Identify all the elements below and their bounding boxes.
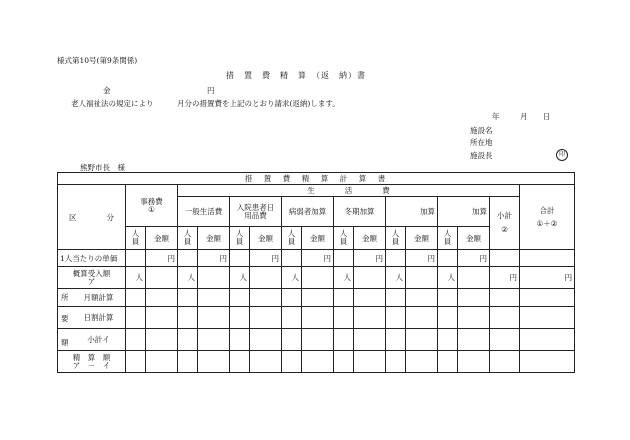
amount-header: 金額 [250, 227, 282, 250]
col-byojaku-header: 病弱者加算 [282, 197, 334, 227]
people-char-2: 員 [235, 237, 244, 246]
col-nyuin-label-1: 入院患者日 [236, 202, 275, 212]
row-tsuki-text: 月額計算 [83, 293, 114, 302]
row-gaisan-text: 概算受入額 [72, 268, 111, 278]
facility-address-label: 所在地 [470, 138, 493, 147]
row-shokei-i-text: 小計イ [87, 335, 110, 344]
row-gaisan-code: ア [87, 276, 96, 286]
side-label-3: 額 [61, 338, 69, 347]
people-char-1: 人 [287, 229, 296, 238]
facility-head-label: 施設長 [470, 151, 493, 160]
col-kasan-a-header: 加算 [386, 197, 438, 227]
people-char-2: 員 [391, 237, 400, 246]
nin-mark: 人 [334, 267, 354, 289]
people-char-2: 員 [131, 237, 140, 246]
addressee: 熊野市長 様 [80, 163, 125, 172]
total-label: 合計 [539, 205, 555, 215]
people-header [438, 227, 458, 250]
people-char-2: 員 [339, 237, 348, 246]
people-char-1: 人 [183, 229, 192, 238]
col-shokei-number: ② [501, 225, 508, 234]
seal-mark: 印 [556, 149, 568, 161]
col-toki-header: 冬期加算 [334, 197, 386, 227]
date-month: 月 [520, 112, 528, 121]
people-char-1: 人 [235, 229, 244, 238]
table-main-title: 措 置 費 精 算 計 算 書 [58, 173, 575, 185]
col-nyuin-header [230, 197, 282, 227]
date-year: 年 [492, 112, 500, 121]
amount-header: 金額 [458, 227, 490, 250]
jimuhi-number: ① [148, 204, 155, 214]
col-ippan-header: 一般生活費 [178, 197, 230, 227]
people-char-1: 人 [443, 229, 452, 238]
col-kasan-b-header: 加算 [438, 197, 490, 227]
col-shokei-header [490, 197, 520, 250]
seikatsuhi-header: 生 活 費 [178, 185, 520, 197]
people-header [334, 227, 354, 250]
nin-mark: 人 [126, 267, 146, 289]
row-seisan-formula: ア － イ [72, 360, 111, 370]
people-header [282, 227, 302, 250]
people-char-2: 員 [183, 237, 192, 246]
people-header [178, 227, 198, 250]
row-seisan-label [58, 351, 126, 373]
amount-header: 金額 [198, 227, 230, 250]
people-char-1: 人 [131, 229, 140, 238]
yen-mark: 円 [146, 250, 178, 267]
yen-mark: 円 [406, 250, 438, 267]
yen-mark: 円 [354, 250, 386, 267]
side-label-1: 所 [61, 293, 69, 302]
row-hi-text: 日割計算 [83, 313, 114, 322]
row-gaisan-label [58, 267, 126, 289]
row-tsuki-label [58, 289, 126, 307]
total-formula: ①＋② [536, 218, 558, 228]
jimuhi-label: 事務費 [140, 196, 163, 206]
row-unit-price-label: 1人当たりの単価 [58, 250, 126, 267]
row-shokei-i-label [58, 329, 126, 351]
people-char-1: 人 [391, 229, 400, 238]
row-hi-label [58, 307, 126, 329]
kubun-header: 区 分 [58, 185, 126, 250]
amount-header: 金額 [302, 227, 334, 250]
col-nyuin-label-2: 用品費 [244, 210, 267, 220]
people-char-2: 員 [287, 237, 296, 246]
nin-mark: 人 [282, 267, 302, 289]
row-seisan-text: 精 算 額 [72, 352, 111, 362]
nin-mark: 人 [178, 267, 198, 289]
date-day: 日 [543, 112, 551, 121]
facility-name-label: 施設名 [470, 126, 493, 135]
amount-unit: 円 [207, 86, 215, 95]
amount-header: 金額 [406, 227, 438, 250]
amount-label: 金 [103, 86, 111, 95]
people-header [386, 227, 406, 250]
people-char-1: 人 [339, 229, 348, 238]
nin-mark: 人 [386, 267, 406, 289]
form-number: 様式第10号(第9条関係) [57, 56, 138, 65]
people-char-2: 員 [443, 237, 452, 246]
amount-header: 金額 [354, 227, 386, 250]
total-header [520, 185, 575, 250]
amount-header: 金額 [146, 227, 178, 250]
col-shokei-label: 小計 [497, 211, 512, 220]
statement-prefix: 老人福祉法の規定により [71, 99, 154, 108]
settlement-calculation-table [57, 172, 575, 373]
yen-mark: 円 [198, 250, 230, 267]
people-header [126, 227, 146, 250]
yen-mark: 円 [520, 267, 575, 289]
jimuhi-header [126, 185, 178, 227]
people-header [230, 227, 250, 250]
yen-mark: 円 [458, 250, 490, 267]
nin-mark: 人 [438, 267, 458, 289]
statement-suffix: 月分の措置費を上記のとおり請求(返納)します。 [177, 99, 340, 108]
nin-mark: 人 [230, 267, 250, 289]
form-title: 措 置 費 精 算 （返 納）書 [226, 71, 366, 80]
yen-mark: 円 [250, 250, 282, 267]
yen-mark: 円 [302, 250, 334, 267]
yen-mark: 円 [490, 267, 520, 289]
side-label-2: 要 [61, 314, 69, 323]
